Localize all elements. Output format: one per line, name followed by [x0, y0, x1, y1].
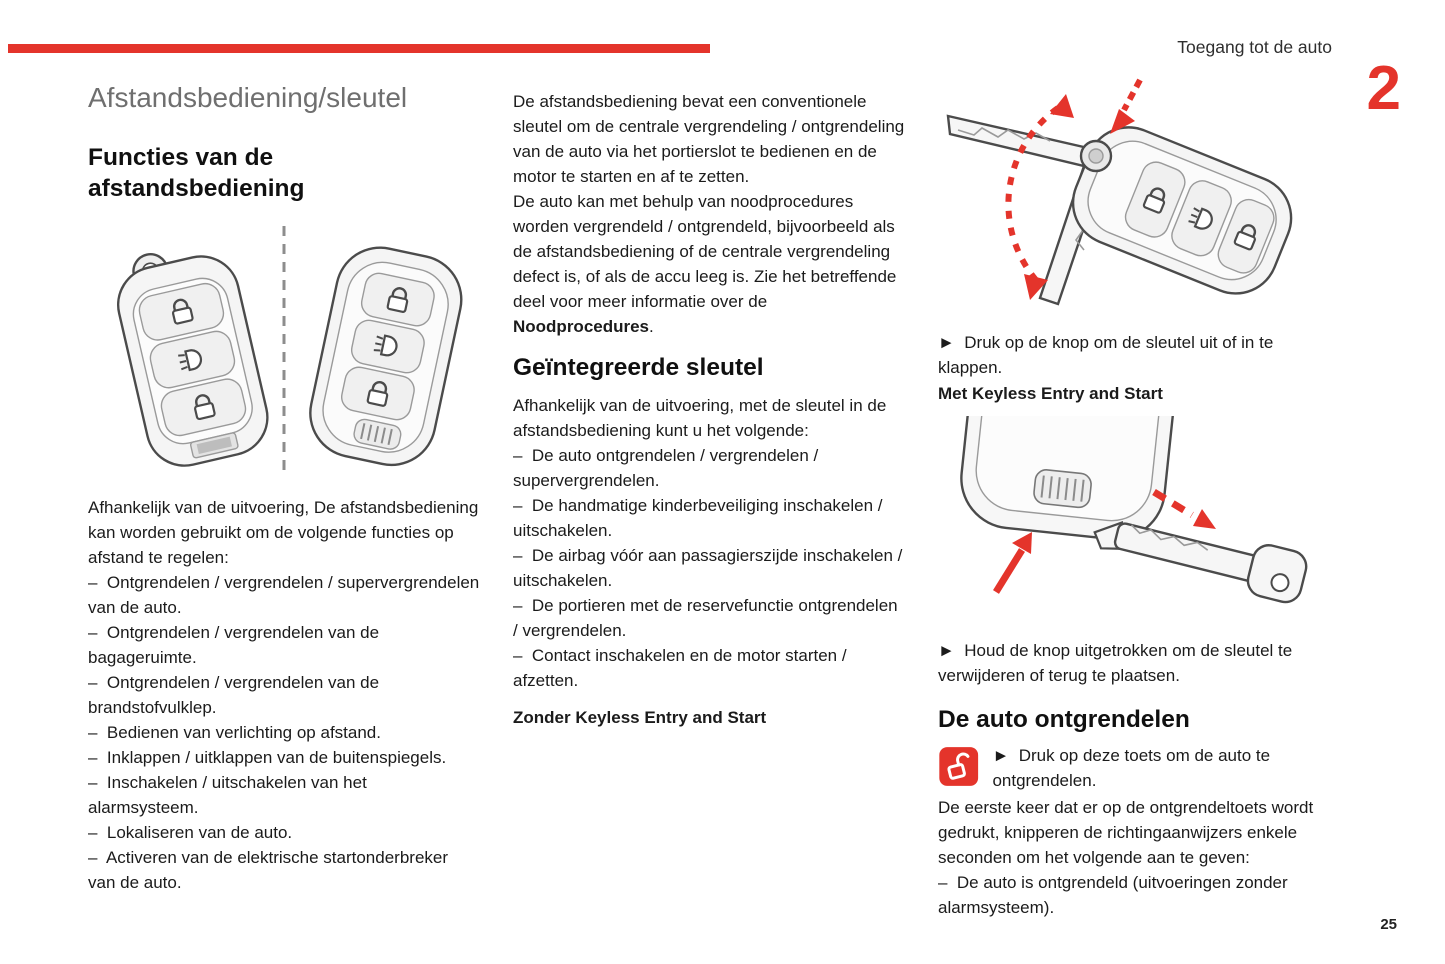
remote-controls-figure — [88, 224, 480, 479]
remote-intro-paragraph: Afhankelijk van de uitvoering, De afstandsbediening kan worden gebruikt om de volgende functies op afstand te regelen: — [88, 498, 484, 568]
paragraph-text: . — [649, 317, 654, 336]
column-left — [88, 80, 484, 920]
list-item: – Ontgrendelen / vergrendelen van de bagageruimte. — [88, 623, 384, 668]
chapter-red-bar — [8, 44, 710, 53]
remove-arrowhead — [1193, 509, 1216, 529]
bold-reference: Noodprocedures — [513, 317, 650, 336]
chapter-number: 2 — [1366, 54, 1401, 123]
list-item: – De handmatige kinderbeveiliging inschakelen / uitschakelen. — [513, 496, 888, 540]
column-middle — [513, 80, 909, 920]
heading-unlock-car: De auto ontgrendelen — [938, 706, 1190, 733]
list-item: – Activeren van de elektrische startonderbreker van de auto. — [88, 848, 453, 893]
heading-integrated-key: Geïntegreerde sleutel — [513, 354, 764, 381]
keyless-remote-illustration — [302, 240, 469, 474]
flip-key-remote-illustration — [108, 236, 275, 473]
list-item: – Inschakelen / uitschakelen van het alarmsysteem. — [88, 773, 372, 818]
list-item: – De auto ontgrendelen / vergrendelen / supervergrendelen. — [513, 446, 824, 490]
without-keyless-label: Zonder Keyless Entry and Start — [513, 708, 767, 727]
remove-instruction: ► Houd de knop uitgetrokken om de sleutel te verwijderen of terug te plaatsen. — [938, 641, 1297, 685]
section-header: Toegang tot de auto — [1177, 37, 1332, 57]
remote-bottom-illustration — [956, 416, 1184, 544]
list-item: – Ontgrendelen / vergrendelen van de brandstofvulklep. — [88, 673, 384, 718]
rotation-arrowhead-top — [1050, 94, 1074, 118]
emergency-procedures-paragraph — [513, 189, 905, 339]
unlock-instruction-row — [938, 743, 1333, 793]
key-blade-extended — [948, 116, 1088, 166]
pull-arrow — [996, 550, 1022, 592]
unlocked-status-item: – De auto is ontgrendeld (uitvoeringen zonder alarmsysteem). — [938, 873, 1293, 917]
page-title: Afstandsbediening/sleutel — [88, 82, 408, 113]
with-keyless-label: Met Keyless Entry and Start — [938, 384, 1163, 403]
indicators-paragraph: De eerste keer dat er op de ontgrendeltoets wordt gedrukt, knipperen de richtingaanwijzers enkele seconden om het volgende aan te geven: — [938, 798, 1318, 867]
integrated-key-list — [513, 443, 908, 693]
list-item: – Bedienen van verlichting op afstand. — [88, 723, 381, 743]
remote-functions-list — [88, 570, 484, 895]
unlock-instruction: ► Druk op deze toets om de auto te ontgrendelen. — [992, 746, 1275, 790]
key-removal-figure — [938, 416, 1333, 628]
list-item: – Contact inschakelen en de motor starten / afzetten. — [513, 646, 852, 690]
press-arrow — [1124, 80, 1140, 110]
column-right — [938, 80, 1333, 920]
heading-remote-functions: Functies van de afstandsbediening — [88, 144, 305, 203]
list-item: – Ontgrendelen / vergrendelen / supervergrendelen van de auto. — [88, 573, 484, 618]
integrated-key-intro: Afhankelijk van de uitvoering, met de sleutel in de afstandsbediening kunt u het volgende: — [513, 396, 892, 440]
list-item: – Lokaliseren van de auto. — [88, 823, 293, 843]
key-folding-figure — [938, 72, 1333, 322]
list-item: – Inklappen / uitklappen van de buitenspiegels. — [88, 748, 447, 768]
fold-instruction: ► Druk op de knop om de sleutel uit of in te klappen. — [938, 333, 1279, 377]
unlock-button-icon — [938, 743, 979, 790]
page-number: 25 — [1380, 916, 1397, 933]
list-item: – De airbag vóór aan passagierszijde inschakelen / uitschakelen. — [513, 546, 908, 590]
page-columns — [88, 80, 1333, 920]
conventional-key-paragraph: De afstandsbediening bevat een conventionele sleutel om de centrale vergrendeling / ontgrendeling van de auto via het portierslot te bedienen en de motor te starten en af te zetten. — [513, 92, 909, 186]
list-item: – De portieren met de reservefunctie ontgrendelen / vergrendelen. — [513, 596, 903, 640]
paragraph-text: De auto kan met behulp van noodprocedures worden vergrendeld / ontgrendeld, bijvoorbeeld als de afstandsbediening of de centrale vergrendeling defect is, of als de accu leeg is. Zie het betreffende deel voor meer informatie over de — [513, 192, 902, 311]
